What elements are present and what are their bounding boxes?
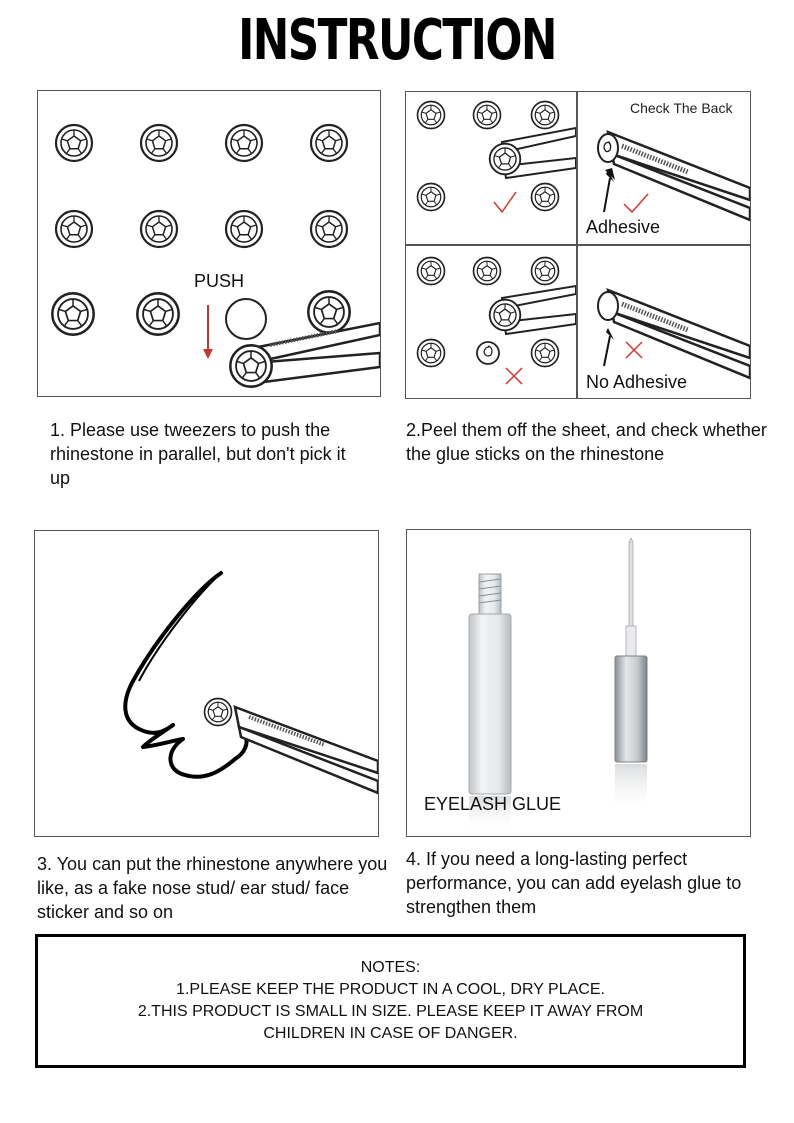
step2-peel-success [405, 91, 577, 245]
eyelash-glue-illustration [407, 530, 750, 836]
step3-caption: 3. You can put the rhinestone anywhere you like, as a fake nose stud/ ear stud/ face sticker and so on [37, 854, 388, 922]
peel-success-illustration [406, 92, 576, 244]
notes-line-2: 2.THIS PRODUCT IS SMALL IN SIZE. PLEASE KEEP IT AWAY FROM [137, 1003, 644, 1020]
notes-heading: NOTES: [360, 959, 421, 976]
eyelash-glue-label: EYELASH GLUE [424, 794, 562, 814]
step4-caption: 4. If you need a long-lasting perfect performance, you can add eyelash glue to strengthen them [406, 849, 742, 917]
adhesive-label: Adhesive [586, 217, 661, 237]
notes-line-3: CHILDREN IN CASE OF DANGER. [263, 1025, 518, 1042]
step1-caption: 1. Please use tweezers to push the rhinestone in parallel, but don't pick it up [50, 420, 346, 488]
check-back-label: Check The Back [630, 100, 733, 116]
step4-illustration [406, 529, 751, 837]
notes-line-1: 1.PLEASE KEEP THE PRODUCT IN A COOL, DRY PLACE. [176, 981, 605, 998]
step2-caption: 2.Peel them off the sheet, and check whether the glue sticks on the rhinestone [406, 420, 767, 464]
step2-peel-fail [405, 245, 577, 399]
step1-illustration [37, 90, 381, 397]
step3-illustration [34, 530, 379, 837]
push-label: PUSH [194, 271, 245, 291]
step2-no-adhesive [577, 245, 751, 399]
step2-adhesive [577, 91, 751, 245]
no-adhesive-label: No Adhesive [586, 372, 688, 392]
peel-fail-illustration [406, 246, 576, 398]
rhinestone-sheet-illustration [38, 91, 380, 396]
page-title: INSTRUCTION [238, 8, 556, 73]
notes-box [35, 934, 746, 1068]
nose-stud-illustration [35, 531, 378, 836]
